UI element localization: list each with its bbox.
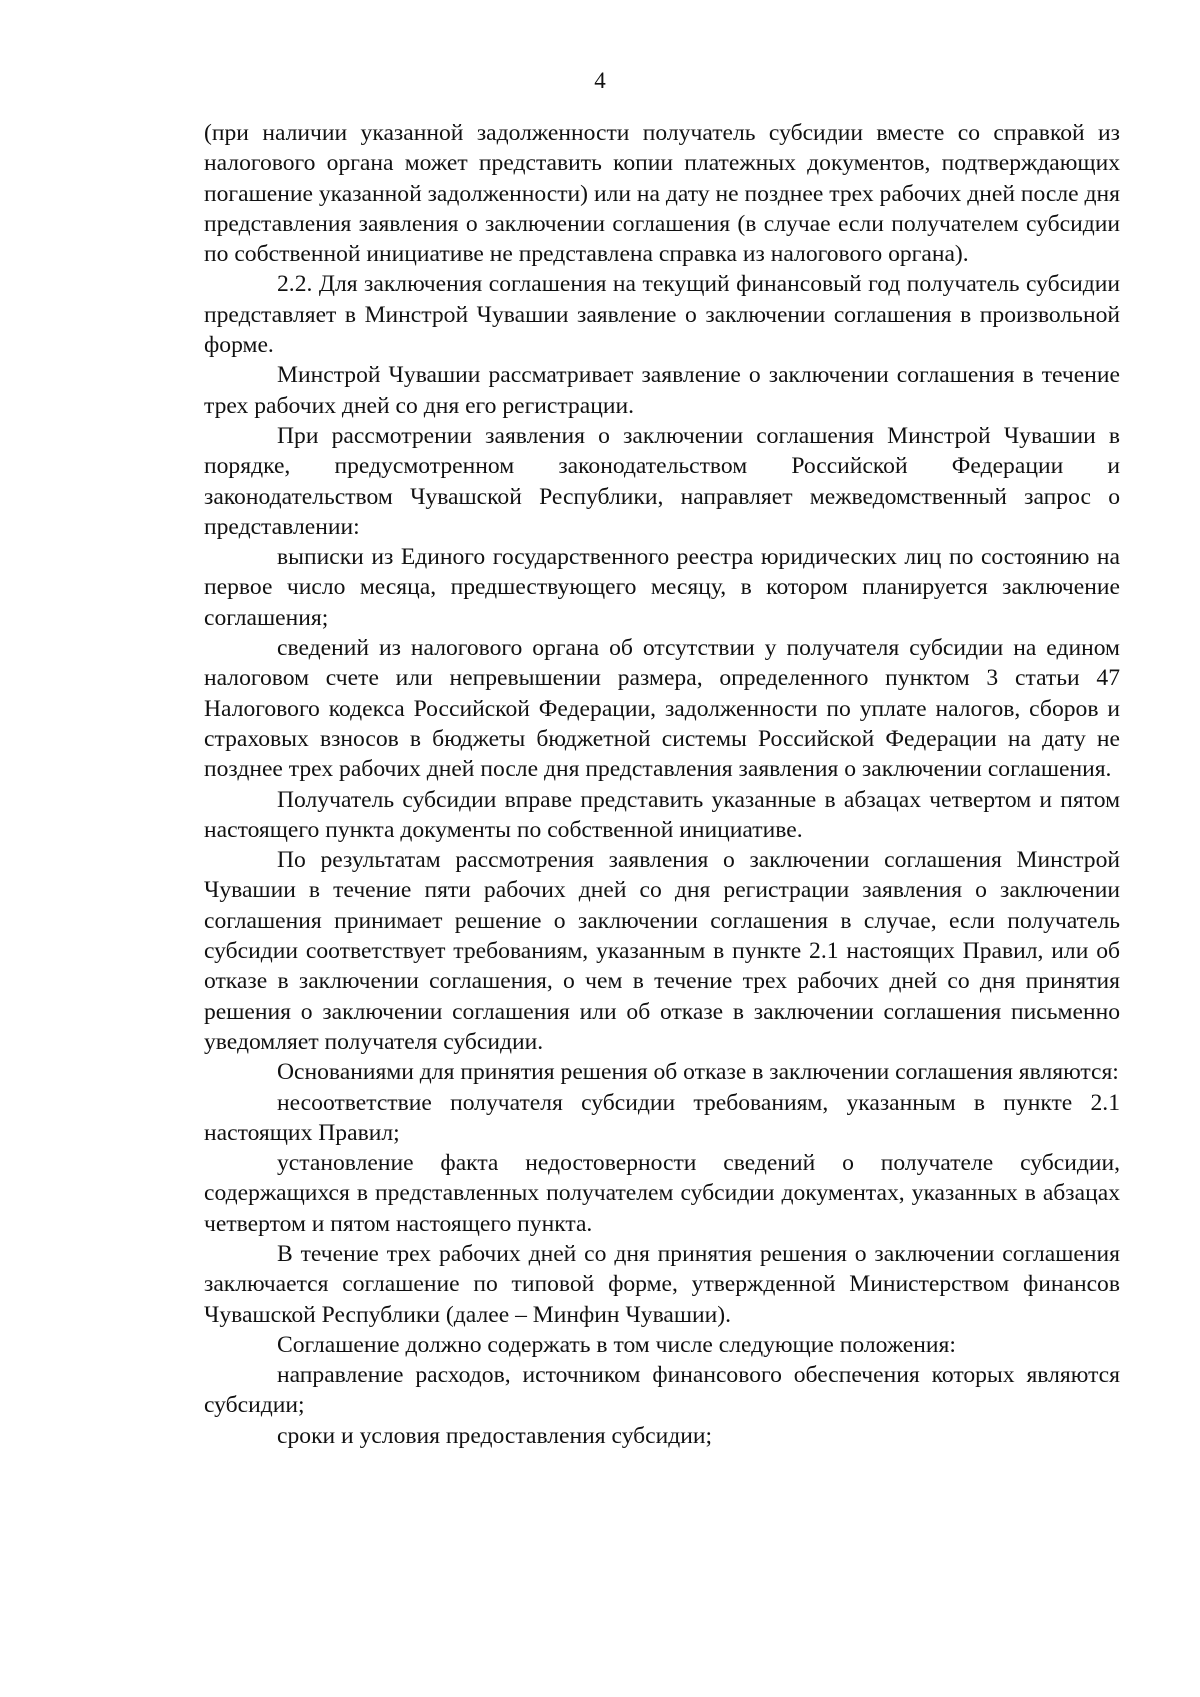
paragraph-13: Соглашение должно содержать в том числе следующие положения: <box>277 1331 956 1358</box>
paragraph-10: несоответствие получателя субсидии требованиям, указанным в пункте 2.1 настоящих Правил; <box>204 1089 1120 1146</box>
paragraph-5: выписки из Единого государственного реестра юридических лиц по состоянию на первое число месяца, предшествующего месяцу, в котором планируется заключение соглашения; <box>204 544 1120 631</box>
paragraph-11: установление факта недостоверности сведений о получателе субсидии, содержащихся в представленных получателем субсидии документах, указанных в абзацах четвертом и пятом настоящего пункта. <box>204 1150 1120 1237</box>
paragraph-1: (при наличии указанной задолженности получатель субсидии вместе со справкой из налогового органа может представить копии платежных документов, подтверждающих погашение указанной задолженности) или на дату не позднее трех рабочих дней после дня представления заявления о заключении соглашения (в случае если получателем субсидии по собственной инициативе не представлена справка из налогового органа). <box>204 120 1120 268</box>
paragraph-7: Получатель субсидии вправе представить указанные в абзацах четвертом и пятом настоящего пункта документы по собственной инициативе. <box>204 786 1120 843</box>
paragraph-9: Основаниями для принятия решения об отказе в заключении соглашения являются: <box>277 1059 1119 1086</box>
paragraph-3: Минстрой Чувашии рассматривает заявление о заключении соглашения в течение трех рабочих дней со дня его регистрации. <box>204 362 1120 419</box>
paragraph-15: сроки и условия предоставления субсидии; <box>277 1422 713 1449</box>
page-number: 4 <box>594 68 606 93</box>
paragraph-8: По результатам рассмотрения заявления о заключении соглашения Минстрой Чувашии в течение пяти рабочих дней со дня регистрации заявления о заключении соглашения принимает решение о заключении соглашения в случае, если получатель субсидии соответствует требованиям, указанным в пункте 2.1 настоящих Правил, или об отказе в заключении соглашения, о чем в течение трех рабочих дней со дня принятия решения о заключении соглашения или об отказе в заключении соглашения письменно уведомляет получателя субсидии. <box>204 847 1120 1055</box>
paragraph-12: В течение трех рабочих дней со дня принятия решения о заключении соглашения заключается соглашение по типовой форме, утвержденной Министерством финансов Чувашской Республики (далее – Минфин Чувашии). <box>204 1240 1120 1328</box>
paragraph-2: 2.2. Для заключения соглашения на текущий финансовый год получатель субсидии представляет в Минстрой Чувашии заявление о заключении соглашения в произвольной форме. <box>204 271 1120 359</box>
paragraph-4: При рассмотрении заявления о заключении соглашения Минстрой Чувашии в порядке, предусмотренном законодательством Российской Федерации и законодательством Чувашской Республики, направляет межведомственный запрос о представлении: <box>204 422 1120 540</box>
paragraph-6: сведений из налогового органа об отсутствии у получателя субсидии на едином налоговом счете или непревышении размера, определенного пунктом 3 статьи 47 Налогового кодекса Российской Федерации, задолженности по уплате налогов, сборов и страховых взносов в бюджеты бюджетной системы Российской Федерации на дату не позднее трех рабочих дней после дня представления заявления о заключении соглашения. <box>204 635 1120 783</box>
document-body <box>204 118 1120 1451</box>
paragraph-14: направление расходов, источником финансового обеспечения которых являются субсидии; <box>204 1362 1120 1419</box>
